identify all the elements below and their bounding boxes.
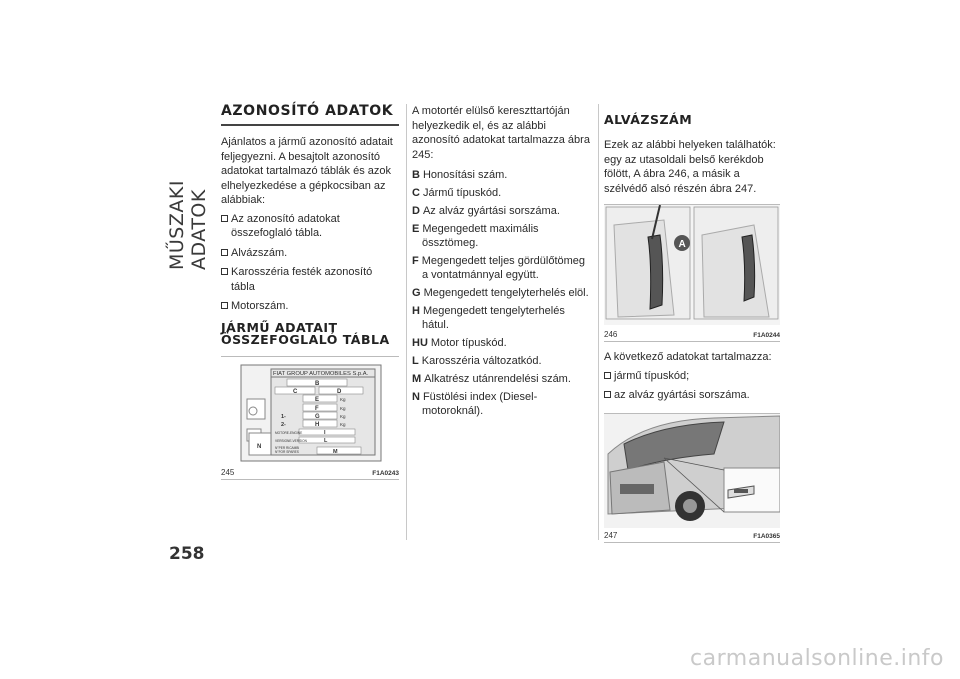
section-side-label: MŰSZAKI ADATOK [166, 180, 210, 270]
plate-row-1: 1- [281, 413, 286, 420]
chassis-section-title: ALVÁZSZÁM [604, 112, 693, 127]
checkbox-bullet-icon [604, 372, 611, 379]
van-windscreen-illustration [604, 414, 780, 528]
list-item: F Megengedett teljes gördülőtömeg a vontatmánnyal együtt. [412, 255, 586, 281]
plate-kg-3: Kg [340, 413, 346, 419]
figure-number: 247 [604, 530, 618, 540]
column-chassis-number [604, 104, 780, 543]
plate-letter-e: E [315, 396, 320, 403]
list-item: N Füstölési index (Diesel-motoroknál). [412, 391, 538, 417]
list-item: H Megengedett tengelyterhelés hátul. [412, 305, 565, 331]
plate-letter-m: M [333, 448, 338, 455]
figure-code: F1A0243 [372, 469, 399, 477]
list-item: Alvázszám. [221, 246, 399, 261]
plate-letter-f: F [315, 405, 319, 412]
figure-245-id-plate [221, 356, 399, 480]
column-divider-2 [598, 104, 599, 540]
plate-letter-n: N [257, 443, 262, 450]
column-plate-contents [412, 104, 592, 422]
column-divider-1 [406, 104, 407, 540]
intro-paragraph: Ajánlatos a jármű azonosító adatait feljegyezni. A besajtolt azonosító adatokat tartalmazó táblák és azok elhelyezkedése a gépkocsiban az alábbiak: [221, 136, 393, 206]
plate-ricambi-label-1: N°PER RICAMBI [275, 445, 300, 450]
checkbox-bullet-icon [221, 249, 228, 256]
list-item: D Az alváz gyártási sorszáma. [412, 205, 560, 217]
list-item: L Karosszéria változatkód. [412, 355, 542, 367]
plate-letter-h: H [315, 421, 320, 428]
plate-kg-1: Kg [340, 396, 346, 402]
list-item: E Megengedett maximális össztömeg. [412, 223, 539, 249]
list-item: Motorszám. [221, 299, 399, 314]
plate-letter-i: I [324, 429, 326, 436]
plate-intro-paragraph: A motortér elülső kereszttartóján helyezkedik el, és az alábbi azonosító adatokat tartalmazza ábra 245: [412, 105, 590, 161]
list-item: B Honosítási szám. [412, 169, 508, 181]
checkbox-bullet-icon [221, 215, 228, 222]
figure-code: F1A0244 [753, 332, 780, 339]
plate-kg-4: Kg [340, 421, 346, 427]
plate-header-text: FIAT GROUP AUTOMOBILES S.p.A. [273, 370, 369, 377]
checkbox-bullet-icon [221, 302, 228, 309]
identification-list [221, 212, 399, 314]
plate-code-list [412, 168, 592, 418]
subsection-title: JÁRMŰ ADATAIT ÖSSZEFOGLALÓ TÁBLA [221, 319, 390, 347]
plate-kg-2: Kg [340, 405, 346, 411]
list-item: M Alkatrész utánrendelési szám. [412, 373, 571, 385]
list-item: az alváz gyártási sorszáma. [604, 388, 780, 403]
plate-letter-d: D [337, 388, 342, 395]
chassis-data-list [604, 369, 780, 403]
checkbox-bullet-icon [604, 391, 611, 398]
plate-letter-l: L [324, 437, 328, 444]
figure-246-wheel-arch [604, 204, 780, 342]
figure-code: F1A0365 [753, 532, 780, 540]
checkbox-bullet-icon [221, 268, 228, 275]
plate-row-2: 2- [281, 421, 286, 428]
column-identification [221, 104, 399, 480]
plate-letter-b: B [315, 380, 320, 387]
list-item: HU Motor típuskód. [412, 337, 507, 349]
id-plate-illustration [221, 363, 399, 471]
contains-paragraph: A következő adatokat tartalmazza: [604, 351, 772, 363]
figure-number: 246 [604, 330, 618, 339]
list-item: Karosszéria festék azonosító tábla [221, 265, 399, 294]
plate-letter-c: C [293, 388, 298, 395]
section-title: AZONOSÍTÓ ADATOK [221, 104, 399, 126]
plate-versione-label: VERSIONE-VERSION [275, 438, 307, 443]
figure-247-windscreen [604, 413, 780, 543]
plate-letter-g: G [315, 413, 320, 420]
list-item: jármű típuskód; [604, 369, 780, 384]
chassis-intro-paragraph: Ezek az alábbi helyeken találhatók: egy az utasoldali belső kerékdob fölött, A ábra 246, a másik a szélvédő alsó részén ábra 247. [604, 139, 776, 195]
page-number: 258 [169, 544, 205, 564]
plate-motore-label: MOTORE-ENGINE [275, 430, 303, 435]
list-item: C Jármű típuskód. [412, 187, 502, 199]
list-item: Az azonosító adatokat összefoglaló tábla. [221, 212, 399, 241]
callout-a-label: A [678, 239, 686, 250]
plate-ricambi-label-2: N°FOR SPARES [275, 449, 299, 454]
wheel-arch-illustration [604, 205, 780, 325]
figure-number: 245 [221, 467, 235, 477]
list-item: G Megengedett tengelyterhelés elöl. [412, 287, 589, 299]
watermark: carmanualsonline.info [690, 646, 944, 671]
